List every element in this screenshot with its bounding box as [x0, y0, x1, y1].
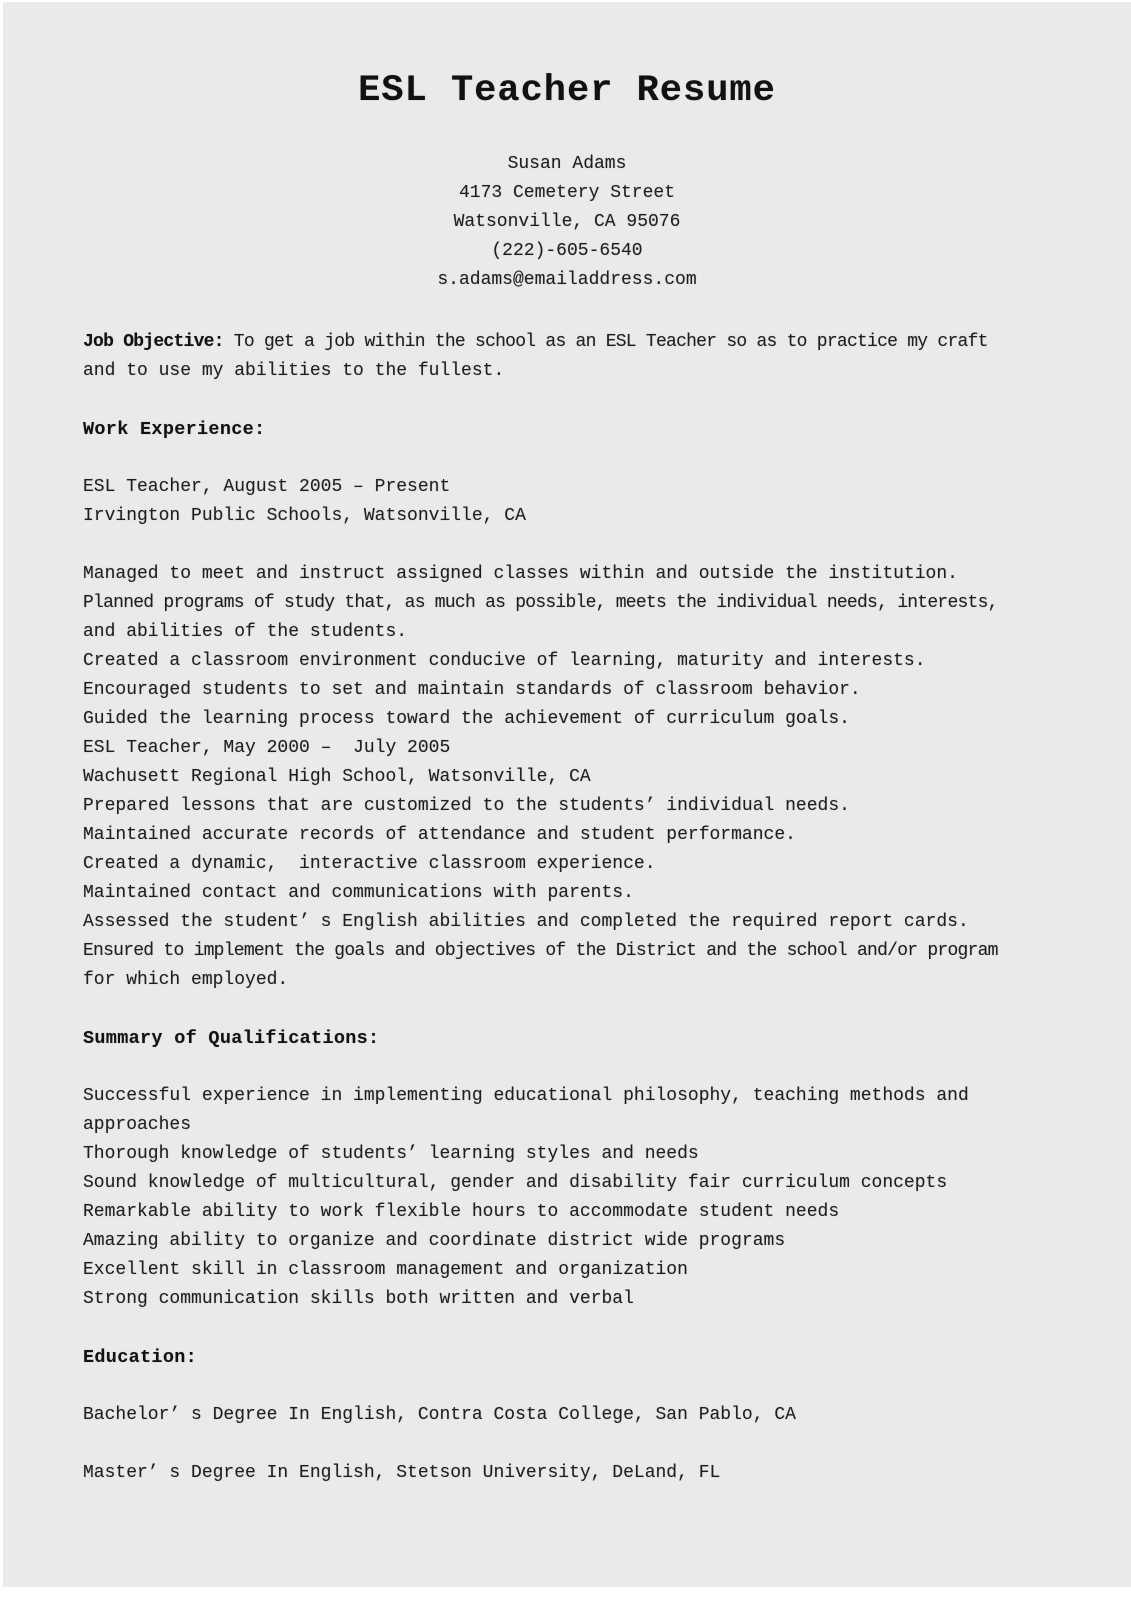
contact-name: Susan Adams — [507, 154, 627, 174]
resume-page — [3, 2, 1131, 1587]
text-line: Ensured to implement the goals and objectives of the District and the school and/or program — [83, 941, 998, 961]
text-line: Maintained contact and communications with parents. — [83, 883, 634, 903]
section-heading-summary: Summary of Qualifications: — [83, 1028, 380, 1049]
text-line: Master’ s Degree In English, Stetson University, DeLand, FL — [83, 1463, 721, 1483]
resume-body — [83, 328, 1083, 1488]
contact-email: s.adams@emailaddress.com — [437, 270, 697, 290]
text-line: Assessed the student’ s English abilities and completed the required report cards. — [83, 912, 969, 932]
text-line: Remarkable ability to work flexible hours to accommodate student needs — [83, 1202, 840, 1222]
text-line: Planned programs of study that, as much as possible, meets the individual needs, interests, — [83, 593, 998, 613]
contact-city: Watsonville, CA 95076 — [453, 212, 681, 232]
text-line: Strong communication skills both written and verbal — [83, 1289, 634, 1309]
text-line: ESL Teacher, August 2005 – Present — [83, 477, 451, 497]
text-line: Created a classroom environment conducive of learning, maturity and interests. — [83, 651, 926, 671]
text-line: Guided the learning process toward the achievement of curriculum goals. — [83, 709, 850, 729]
page-title: ESL Teacher Resume — [358, 70, 776, 112]
job-objective-line — [83, 328, 1083, 357]
contact-street: 4173 Cemetery Street — [458, 183, 676, 203]
text-line: Created a dynamic, interactive classroom experience. — [83, 854, 656, 874]
section-heading-education: Education: — [83, 1347, 198, 1368]
contact-phone: (222)-605-6540 — [491, 241, 643, 261]
job-objective-text: To get a job within the school as an ESL Teacher so as to practice my craft — [223, 332, 988, 352]
text-line: Encouraged students to set and maintain standards of classroom behavior. — [83, 680, 861, 700]
job-objective-text-line2: and to use my abilities to the fullest. — [83, 361, 505, 381]
work-experience-lines — [83, 473, 1083, 995]
text-line: for which employed. — [83, 970, 289, 990]
text-line: Amazing ability to organize and coordinate district wide programs — [83, 1231, 786, 1251]
text-line: Sound knowledge of multicultural, gender and disability fair curriculum concepts — [83, 1173, 948, 1193]
summary-lines — [83, 1082, 1083, 1314]
text-line: Wachusett Regional High School, Watsonville, CA — [83, 767, 591, 787]
text-line: Managed to meet and instruct assigned classes within and outside the institution. — [83, 564, 958, 584]
text-line: approaches — [83, 1115, 192, 1135]
education-lines — [83, 1401, 1083, 1488]
job-objective-label: Job Objective: — [83, 332, 224, 352]
text-line: Successful experience in implementing educational philosophy, teaching methods and — [83, 1086, 969, 1106]
text-line: ESL Teacher, May 2000 – July 2005 — [83, 738, 451, 758]
text-line: Thorough knowledge of students’ learning styles and needs — [83, 1144, 699, 1164]
text-line: Irvington Public Schools, Watsonville, CA — [83, 506, 526, 526]
text-line: Maintained accurate records of attendance and student performance. — [83, 825, 796, 845]
text-line — [83, 531, 1083, 560]
text-line: Prepared lessons that are customized to the students’ individual needs. — [83, 796, 850, 816]
contact-block — [3, 150, 1131, 295]
text-line — [83, 1430, 1083, 1459]
section-heading-work-experience: Work Experience: — [83, 419, 266, 440]
text-line: Bachelor’ s Degree In English, Contra Costa College, San Pablo, CA — [83, 1405, 796, 1425]
section-job-objective — [83, 328, 1083, 386]
text-line: and abilities of the students. — [83, 622, 408, 642]
text-line: Excellent skill in classroom management and organization — [83, 1260, 688, 1280]
